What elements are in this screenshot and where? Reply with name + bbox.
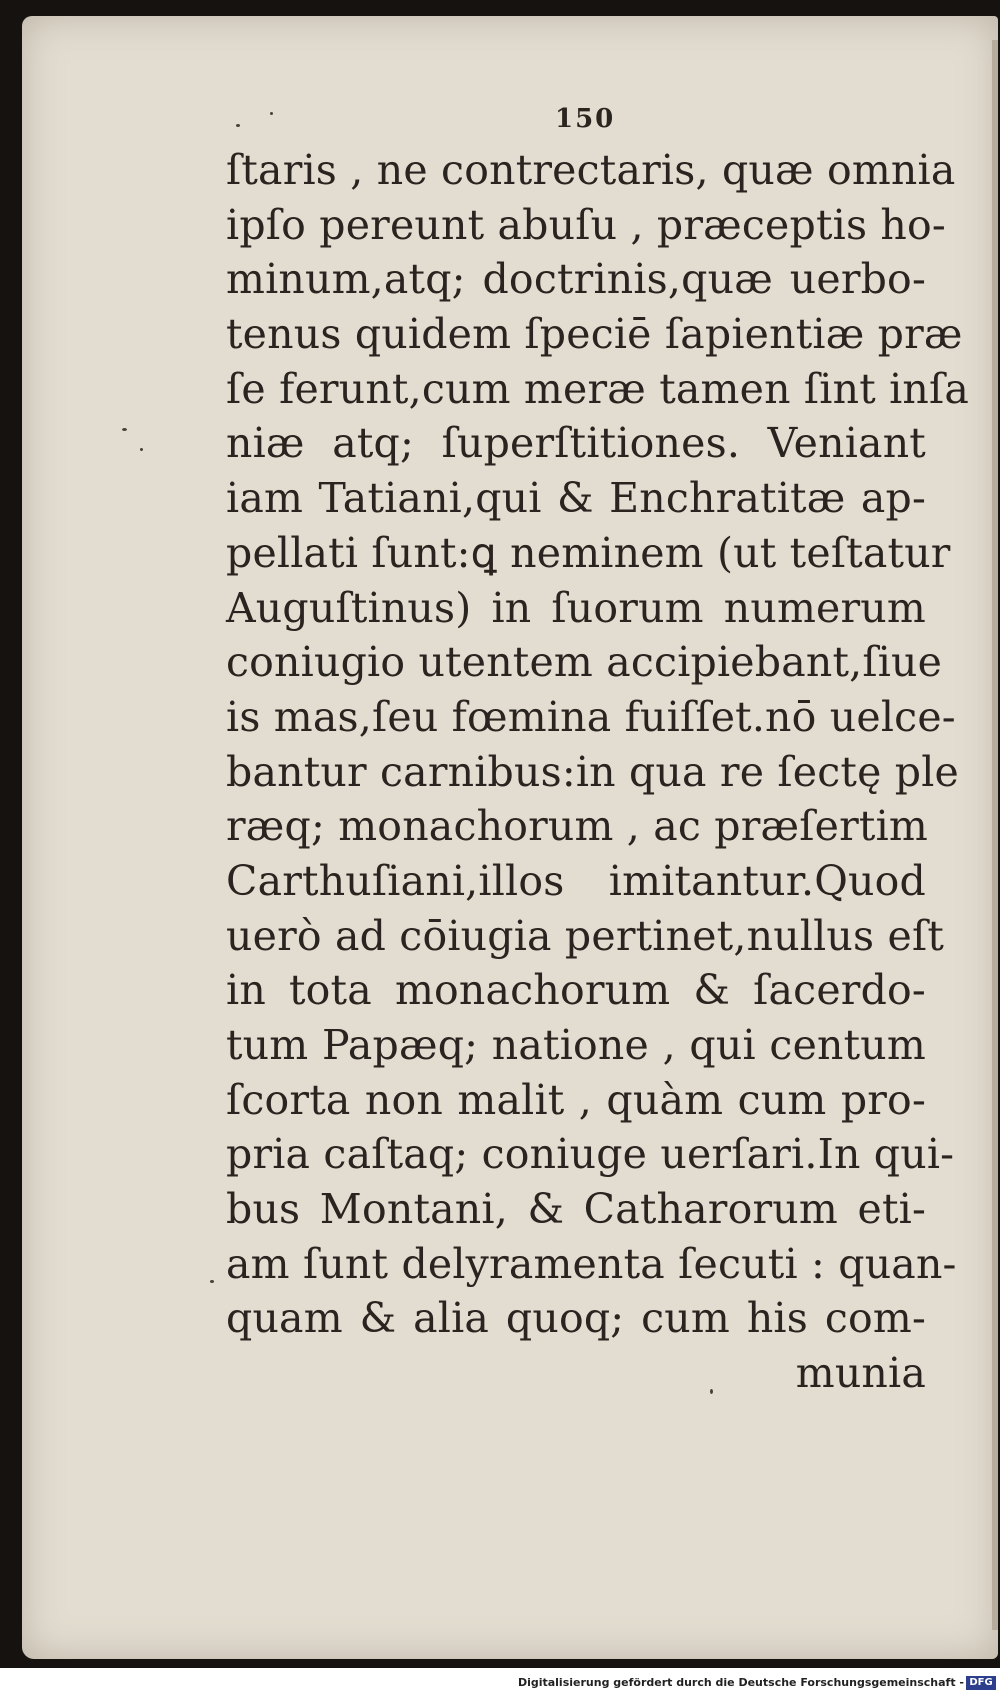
text-line: ipſo pereunt abuſu , præceptis ho‐ <box>226 200 946 249</box>
page-number: 150 <box>555 104 616 134</box>
page-edge <box>992 40 998 1630</box>
text-line: iam Tatiani,qui & Enchratitæ ap‐ <box>226 474 926 523</box>
ink-speck <box>236 124 240 127</box>
body-text <box>226 143 970 1401</box>
text-line: pellati ſunt:ꝗ neminem (ut teſtatur <box>226 528 951 577</box>
text-line: Carthuſiani,illos imitantur.Quod <box>226 856 926 905</box>
text-line: tum Papæq; natione , qui centum <box>226 1021 926 1069</box>
text-line: pria caſtaq; coniuge uerſari.In qui‐ <box>226 1130 955 1179</box>
text-line: quam & alia quoq; cum his com‐ <box>226 1294 926 1343</box>
text-line: in tota monachorum & ſacerdo‐ <box>226 966 926 1015</box>
ink-speck <box>122 428 127 431</box>
digitization-credit: Digitalisierung gefördert durch die Deutsche Forschungsgemeinschaft - <box>517 1676 964 1689</box>
text-line: minum,atq; doctrinis,quæ uerbo‐ <box>226 255 926 304</box>
catchword: munia <box>795 1349 926 1398</box>
dfg-logo: DFG <box>966 1676 996 1690</box>
text-line: ſtaris , ne contrectaris, quæ omnia <box>226 146 956 194</box>
text-line: uerò ad cōiugia pertinet,nullus eſt <box>226 911 945 960</box>
ink-speck <box>210 1280 214 1283</box>
text-line: niæ atq; ſuperſtitiones. Veniant <box>226 419 926 468</box>
ink-speck <box>140 448 143 451</box>
text-line: bus Montani, & Catharorum eti‐ <box>226 1185 926 1234</box>
text-line: ſe ferunt,cum meræ tamen ſint inſa <box>226 364 970 413</box>
text-line: coniugio utentem accipiebant,ſiue <box>226 638 943 687</box>
text-line: ſcorta non malit , quàm cum pro‐ <box>226 1075 926 1124</box>
text-line: tenus quidem ſpeciē ſapientiæ præ <box>226 310 963 359</box>
text-line: am ſunt delyramenta ſecuti : quan‐ <box>226 1239 957 1288</box>
text-line: bantur carnibus:in qua re ſectę ple <box>226 747 960 796</box>
text-line: is mas,ſeu fœmina fuiſſet.nō uelce‐ <box>226 692 956 741</box>
text-line: Auguſtinus) in ſuorum numerum <box>226 583 926 632</box>
text-line: ræq; monachorum , ac præſertim <box>226 802 928 851</box>
ink-speck <box>270 112 273 115</box>
